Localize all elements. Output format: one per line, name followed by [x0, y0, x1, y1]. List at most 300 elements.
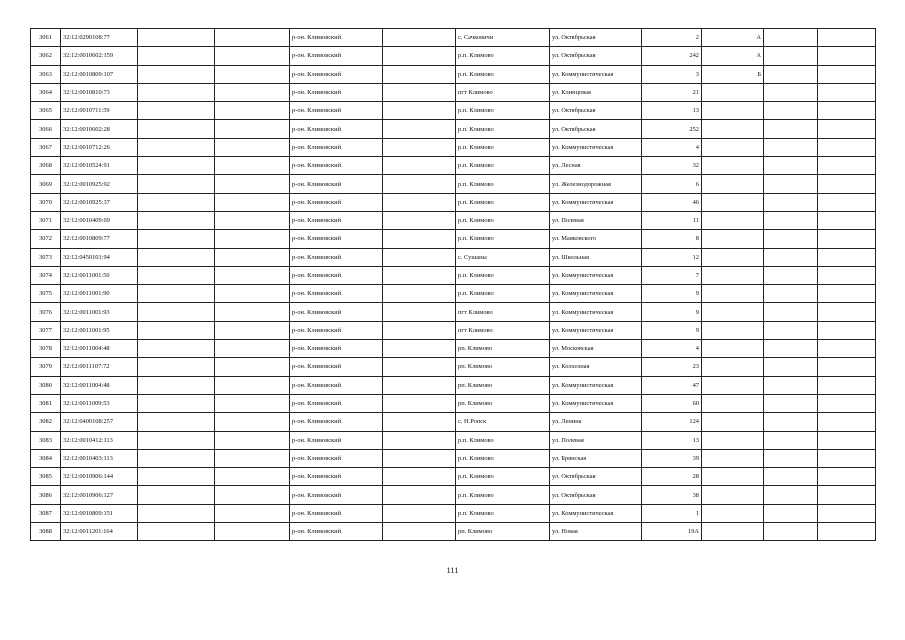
settlement-cell: р.п. Климово	[456, 175, 550, 193]
cadastral-number-cell: 32:12:0010524:91	[61, 157, 138, 175]
house-number-cell: 13	[642, 102, 702, 120]
empty-cell-d	[764, 468, 818, 486]
empty-cell-b	[215, 449, 290, 467]
cadastral-number-cell: 32:12:0010711:59	[61, 102, 138, 120]
district-cell: р-он. Климовский	[290, 358, 383, 376]
street-cell: ул. Лесная	[550, 157, 642, 175]
house-number-cell: 242	[642, 47, 702, 65]
building-letter-cell	[702, 303, 764, 321]
cadastral-number-cell: 32:12:0010906:144	[61, 468, 138, 486]
empty-cell-b	[215, 120, 290, 138]
empty-cell-e	[818, 193, 876, 211]
settlement-cell: р.п. Климово	[456, 193, 550, 211]
empty-cell-b	[215, 47, 290, 65]
district-cell: р-он. Климовский	[290, 394, 383, 412]
house-number-cell: 9	[642, 303, 702, 321]
district-cell: р-он. Климовский	[290, 321, 383, 339]
record-number-cell: 3076	[31, 303, 61, 321]
empty-cell-b	[215, 193, 290, 211]
building-letter-cell	[702, 248, 764, 266]
table-row	[31, 413, 876, 431]
empty-cell-a	[138, 138, 215, 156]
table-row	[31, 449, 876, 467]
cadastral-number-cell: 32:12:0011001:95	[61, 321, 138, 339]
street-cell: ул. Октябрьская	[550, 468, 642, 486]
empty-cell-c	[383, 340, 456, 358]
district-cell: р-он. Климовский	[290, 65, 383, 83]
empty-cell-a	[138, 230, 215, 248]
house-number-cell: 28	[642, 468, 702, 486]
empty-cell-a	[138, 504, 215, 522]
house-number-cell: 9	[642, 321, 702, 339]
empty-cell-d	[764, 486, 818, 504]
empty-cell-c	[383, 285, 456, 303]
registry-table	[30, 28, 876, 541]
empty-cell-e	[818, 47, 876, 65]
empty-cell-c	[383, 157, 456, 175]
district-cell: р-он. Климовский	[290, 449, 383, 467]
street-cell: ул. Новая	[550, 523, 642, 541]
street-cell: ул. Клинцовая	[550, 83, 642, 101]
building-letter-cell	[702, 376, 764, 394]
empty-cell-c	[383, 358, 456, 376]
district-cell: р-он. Климовский	[290, 248, 383, 266]
settlement-cell: р.п. Климово	[456, 285, 550, 303]
empty-cell-a	[138, 340, 215, 358]
cadastral-number-cell: 32:12:0010409:69	[61, 211, 138, 229]
empty-cell-e	[818, 138, 876, 156]
cadastral-number-cell: 32:12:0450101:94	[61, 248, 138, 266]
empty-cell-c	[383, 431, 456, 449]
table-row	[31, 102, 876, 120]
empty-cell-b	[215, 230, 290, 248]
building-letter-cell	[702, 468, 764, 486]
empty-cell-e	[818, 285, 876, 303]
cadastral-number-cell: 32:12:0010809:77	[61, 230, 138, 248]
empty-cell-c	[383, 120, 456, 138]
empty-cell-b	[215, 285, 290, 303]
district-cell: р-он. Климовский	[290, 285, 383, 303]
empty-cell-c	[383, 303, 456, 321]
record-number-cell: 3078	[31, 340, 61, 358]
empty-cell-a	[138, 83, 215, 101]
empty-cell-b	[215, 303, 290, 321]
record-number-cell: 3083	[31, 431, 61, 449]
empty-cell-d	[764, 413, 818, 431]
empty-cell-a	[138, 157, 215, 175]
record-number-cell: 3063	[31, 65, 61, 83]
settlement-cell: пгт Климово	[456, 303, 550, 321]
empty-cell-e	[818, 248, 876, 266]
cadastral-number-cell: 32:12:0010403:113	[61, 449, 138, 467]
empty-cell-b	[215, 175, 290, 193]
district-cell: р-он. Климовский	[290, 29, 383, 47]
empty-cell-b	[215, 29, 290, 47]
empty-cell-e	[818, 175, 876, 193]
record-number-cell: 3085	[31, 468, 61, 486]
cadastral-number-cell: 32:12:0011001:93	[61, 303, 138, 321]
building-letter-cell	[702, 523, 764, 541]
empty-cell-c	[383, 376, 456, 394]
table-row	[31, 230, 876, 248]
record-number-cell: 3065	[31, 102, 61, 120]
record-number-cell: 3081	[31, 394, 61, 412]
settlement-cell: р.п. Климово	[456, 266, 550, 284]
building-letter-cell	[702, 449, 764, 467]
table-row	[31, 486, 876, 504]
empty-cell-a	[138, 413, 215, 431]
empty-cell-e	[818, 523, 876, 541]
district-cell: р-он. Климовский	[290, 211, 383, 229]
district-cell: р-он. Климовский	[290, 504, 383, 522]
street-cell: ул. Полевая	[550, 431, 642, 449]
table-row	[31, 157, 876, 175]
table-row	[31, 193, 876, 211]
empty-cell-c	[383, 230, 456, 248]
empty-cell-a	[138, 431, 215, 449]
empty-cell-b	[215, 431, 290, 449]
house-number-cell: 38	[642, 486, 702, 504]
empty-cell-d	[764, 29, 818, 47]
table-row	[31, 303, 876, 321]
cadastral-number-cell: 32:12:0011004:48	[61, 340, 138, 358]
record-number-cell: 3068	[31, 157, 61, 175]
house-number-cell: 124	[642, 413, 702, 431]
record-number-cell: 3067	[31, 138, 61, 156]
street-cell: ул. Колхозная	[550, 358, 642, 376]
settlement-cell: р.п. Климово	[456, 138, 550, 156]
cadastral-number-cell: 32:12:0290108:77	[61, 29, 138, 47]
building-letter-cell	[702, 193, 764, 211]
empty-cell-e	[818, 413, 876, 431]
empty-cell-d	[764, 394, 818, 412]
district-cell: р-он. Климовский	[290, 102, 383, 120]
empty-cell-a	[138, 47, 215, 65]
street-cell: ул. Октябрьская	[550, 29, 642, 47]
cadastral-number-cell: 32:12:0010925:92	[61, 175, 138, 193]
empty-cell-a	[138, 394, 215, 412]
building-letter-cell: А	[702, 29, 764, 47]
building-letter-cell	[702, 486, 764, 504]
empty-cell-d	[764, 523, 818, 541]
district-cell: р-он. Климовский	[290, 413, 383, 431]
settlement-cell: р.п. Климово	[456, 120, 550, 138]
street-cell: ул. Коммунистическая	[550, 65, 642, 83]
empty-cell-e	[818, 65, 876, 83]
building-letter-cell	[702, 321, 764, 339]
house-number-cell: 12	[642, 248, 702, 266]
street-cell: ул. Московская	[550, 340, 642, 358]
empty-cell-d	[764, 157, 818, 175]
house-number-cell: 2	[642, 29, 702, 47]
table-row	[31, 394, 876, 412]
building-letter-cell	[702, 120, 764, 138]
building-letter-cell	[702, 413, 764, 431]
empty-cell-d	[764, 321, 818, 339]
cadastral-number-cell: 32:12:0011004:48	[61, 376, 138, 394]
table-row	[31, 321, 876, 339]
empty-cell-d	[764, 431, 818, 449]
empty-cell-b	[215, 468, 290, 486]
empty-cell-b	[215, 394, 290, 412]
house-number-cell: 6	[642, 175, 702, 193]
record-number-cell: 3073	[31, 248, 61, 266]
building-letter-cell	[702, 83, 764, 101]
cadastral-number-cell: 32:12:0010906:127	[61, 486, 138, 504]
building-letter-cell	[702, 157, 764, 175]
table-row	[31, 504, 876, 522]
empty-cell-c	[383, 486, 456, 504]
building-letter-cell: Б	[702, 65, 764, 83]
cadastral-number-cell: 32:12:0010809:151	[61, 504, 138, 522]
empty-cell-c	[383, 138, 456, 156]
table-row	[31, 431, 876, 449]
settlement-cell: с. Н.Ропск	[456, 413, 550, 431]
empty-cell-a	[138, 321, 215, 339]
district-cell: р-он. Климовский	[290, 138, 383, 156]
settlement-cell: рп. Климово	[456, 358, 550, 376]
record-number-cell: 3072	[31, 230, 61, 248]
building-letter-cell	[702, 285, 764, 303]
empty-cell-b	[215, 340, 290, 358]
building-letter-cell	[702, 340, 764, 358]
street-cell: ул. Ленина	[550, 413, 642, 431]
empty-cell-e	[818, 321, 876, 339]
table-row	[31, 248, 876, 266]
empty-cell-d	[764, 504, 818, 522]
settlement-cell: р.п. Климово	[456, 431, 550, 449]
district-cell: р-он. Климовский	[290, 230, 383, 248]
cadastral-number-cell: 32:12:0010712:26	[61, 138, 138, 156]
cadastral-number-cell: 32:12:0011001:90	[61, 285, 138, 303]
empty-cell-e	[818, 266, 876, 284]
empty-cell-e	[818, 230, 876, 248]
district-cell: р-он. Климовский	[290, 376, 383, 394]
table-row	[31, 358, 876, 376]
settlement-cell: с. Сушаны	[456, 248, 550, 266]
empty-cell-b	[215, 523, 290, 541]
empty-cell-c	[383, 394, 456, 412]
empty-cell-e	[818, 468, 876, 486]
house-number-cell: 1	[642, 504, 702, 522]
building-letter-cell	[702, 138, 764, 156]
house-number-cell: 11	[642, 211, 702, 229]
empty-cell-e	[818, 303, 876, 321]
table-row	[31, 47, 876, 65]
district-cell: р-он. Климовский	[290, 486, 383, 504]
house-number-cell: 9	[642, 285, 702, 303]
registry-table-body	[31, 29, 876, 541]
empty-cell-d	[764, 303, 818, 321]
settlement-cell: р.п. Климово	[456, 102, 550, 120]
house-number-cell: 32	[642, 157, 702, 175]
house-number-cell: 21	[642, 83, 702, 101]
empty-cell-e	[818, 431, 876, 449]
empty-cell-c	[383, 321, 456, 339]
settlement-cell: р.п. Климово	[456, 449, 550, 467]
street-cell: ул. Октябрьская	[550, 102, 642, 120]
table-row	[31, 175, 876, 193]
street-cell: ул. Октябрьская	[550, 47, 642, 65]
table-row	[31, 523, 876, 541]
district-cell: р-он. Климовский	[290, 120, 383, 138]
table-row	[31, 29, 876, 47]
street-cell: ул. Брянская	[550, 449, 642, 467]
building-letter-cell	[702, 431, 764, 449]
building-letter-cell	[702, 175, 764, 193]
empty-cell-e	[818, 102, 876, 120]
empty-cell-d	[764, 285, 818, 303]
settlement-cell: р.п. Климово	[456, 486, 550, 504]
empty-cell-c	[383, 47, 456, 65]
empty-cell-c	[383, 193, 456, 211]
empty-cell-e	[818, 120, 876, 138]
house-number-cell: 39	[642, 449, 702, 467]
building-letter-cell	[702, 102, 764, 120]
empty-cell-d	[764, 47, 818, 65]
district-cell: р-он. Климовский	[290, 175, 383, 193]
empty-cell-d	[764, 248, 818, 266]
empty-cell-c	[383, 449, 456, 467]
record-number-cell: 3070	[31, 193, 61, 211]
table-row	[31, 211, 876, 229]
house-number-cell: 3	[642, 65, 702, 83]
cadastral-number-cell: 32:12:0011001:50	[61, 266, 138, 284]
settlement-cell: рп. Климово	[456, 376, 550, 394]
record-number-cell: 3074	[31, 266, 61, 284]
empty-cell-b	[215, 358, 290, 376]
empty-cell-a	[138, 468, 215, 486]
cadastral-number-cell: 32:12:0011009:53	[61, 394, 138, 412]
empty-cell-e	[818, 504, 876, 522]
settlement-cell: рп. Климово	[456, 394, 550, 412]
empty-cell-e	[818, 340, 876, 358]
cadastral-number-cell: 32:12:0010602:159	[61, 47, 138, 65]
empty-cell-e	[818, 157, 876, 175]
table-row	[31, 376, 876, 394]
empty-cell-d	[764, 138, 818, 156]
settlement-cell: пгт Климово	[456, 321, 550, 339]
cadastral-number-cell: 32:12:0010809:107	[61, 65, 138, 83]
empty-cell-c	[383, 29, 456, 47]
street-cell: ул. Коммунистическая	[550, 266, 642, 284]
house-number-cell: 252	[642, 120, 702, 138]
empty-cell-d	[764, 266, 818, 284]
district-cell: р-он. Климовский	[290, 47, 383, 65]
settlement-cell: рп. Климово	[456, 340, 550, 358]
cadastral-number-cell: 32:12:0400108:257	[61, 413, 138, 431]
building-letter-cell: А	[702, 47, 764, 65]
settlement-cell: р.п. Климово	[456, 157, 550, 175]
street-cell: ул. Маяковского	[550, 230, 642, 248]
record-number-cell: 3066	[31, 120, 61, 138]
empty-cell-b	[215, 157, 290, 175]
empty-cell-c	[383, 175, 456, 193]
empty-cell-a	[138, 193, 215, 211]
empty-cell-d	[764, 65, 818, 83]
empty-cell-c	[383, 65, 456, 83]
house-number-cell: 4	[642, 138, 702, 156]
empty-cell-a	[138, 303, 215, 321]
district-cell: р-он. Климовский	[290, 523, 383, 541]
street-cell: ул. Коммунистическая	[550, 193, 642, 211]
street-cell: ул. Полевая	[550, 211, 642, 229]
district-cell: р-он. Климовский	[290, 157, 383, 175]
empty-cell-b	[215, 65, 290, 83]
table-row	[31, 83, 876, 101]
empty-cell-e	[818, 376, 876, 394]
house-number-cell: 19А	[642, 523, 702, 541]
district-cell: р-он. Климовский	[290, 83, 383, 101]
empty-cell-c	[383, 468, 456, 486]
empty-cell-c	[383, 102, 456, 120]
street-cell: ул. Октябрьская	[550, 120, 642, 138]
empty-cell-e	[818, 211, 876, 229]
cadastral-number-cell: 32:12:0010810:73	[61, 83, 138, 101]
settlement-cell: с. Сачковичи	[456, 29, 550, 47]
house-number-cell: 23	[642, 358, 702, 376]
house-number-cell: 13	[642, 431, 702, 449]
record-number-cell: 3061	[31, 29, 61, 47]
record-number-cell: 3087	[31, 504, 61, 522]
house-number-cell: 7	[642, 266, 702, 284]
empty-cell-b	[215, 83, 290, 101]
empty-cell-a	[138, 120, 215, 138]
house-number-cell: 46	[642, 193, 702, 211]
settlement-cell: пгт Климово	[456, 83, 550, 101]
building-letter-cell	[702, 504, 764, 522]
settlement-cell: р.п. Климово	[456, 468, 550, 486]
empty-cell-a	[138, 175, 215, 193]
empty-cell-c	[383, 523, 456, 541]
empty-cell-d	[764, 175, 818, 193]
street-cell: ул. Коммунистическая	[550, 303, 642, 321]
record-number-cell: 3079	[31, 358, 61, 376]
empty-cell-d	[764, 358, 818, 376]
empty-cell-b	[215, 102, 290, 120]
empty-cell-a	[138, 376, 215, 394]
table-row	[31, 340, 876, 358]
house-number-cell: 47	[642, 376, 702, 394]
street-cell: ул. Коммунистическая	[550, 504, 642, 522]
empty-cell-a	[138, 266, 215, 284]
empty-cell-c	[383, 504, 456, 522]
record-number-cell: 3064	[31, 83, 61, 101]
table-row	[31, 468, 876, 486]
empty-cell-d	[764, 376, 818, 394]
empty-cell-a	[138, 211, 215, 229]
building-letter-cell	[702, 230, 764, 248]
record-number-cell: 3075	[31, 285, 61, 303]
building-letter-cell	[702, 266, 764, 284]
empty-cell-d	[764, 449, 818, 467]
empty-cell-b	[215, 504, 290, 522]
street-cell: ул. Школьная	[550, 248, 642, 266]
settlement-cell: р.п. Климово	[456, 65, 550, 83]
empty-cell-b	[215, 266, 290, 284]
record-number-cell: 3086	[31, 486, 61, 504]
empty-cell-d	[764, 102, 818, 120]
empty-cell-c	[383, 248, 456, 266]
record-number-cell: 3069	[31, 175, 61, 193]
empty-cell-e	[818, 394, 876, 412]
empty-cell-d	[764, 340, 818, 358]
empty-cell-e	[818, 29, 876, 47]
district-cell: р-он. Климовский	[290, 431, 383, 449]
street-cell: ул. Октябрьская	[550, 486, 642, 504]
page-number: 111	[446, 565, 459, 575]
empty-cell-a	[138, 29, 215, 47]
